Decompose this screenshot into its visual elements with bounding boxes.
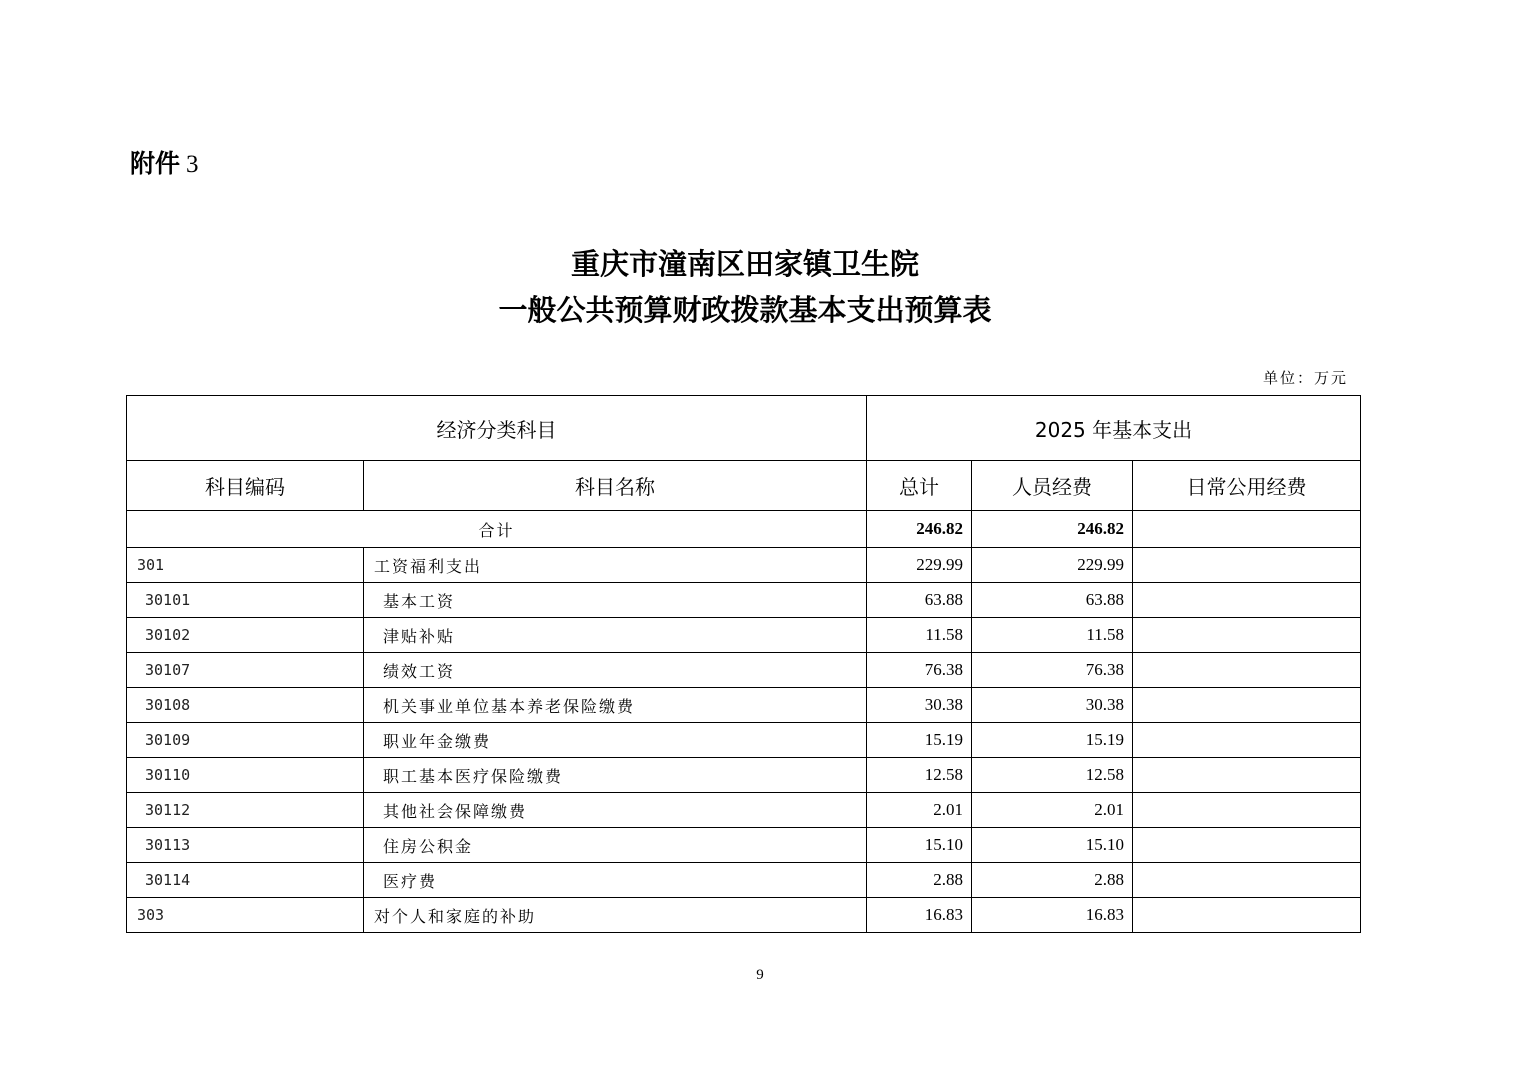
table-row <box>127 618 1361 653</box>
header-personnel: 人员经费 <box>972 461 1133 511</box>
row-name: 绩效工资 <box>364 653 867 688</box>
row-total: 16.83 <box>867 898 972 933</box>
row-code: 30102 <box>127 618 364 653</box>
attachment-number: 3 <box>186 151 199 178</box>
row-total: 11.58 <box>867 618 972 653</box>
header-group-row <box>127 396 1361 461</box>
row-personnel: 229.99 <box>972 548 1133 583</box>
row-name: 职工基本医疗保险缴费 <box>364 758 867 793</box>
row-public <box>1133 793 1361 828</box>
row-total: 229.99 <box>867 548 972 583</box>
document-title-line2: 一般公共预算财政拨款基本支出预算表 <box>498 293 992 327</box>
row-code: 301 <box>127 548 364 583</box>
row-code: 30101 <box>127 583 364 618</box>
row-code: 30107 <box>127 653 364 688</box>
row-total: 2.01 <box>867 793 972 828</box>
row-total: 76.38 <box>867 653 972 688</box>
document-title-line1: 重庆市潼南区田家镇卫生院 <box>570 247 919 281</box>
row-total: 15.10 <box>867 828 972 863</box>
row-public <box>1133 688 1361 723</box>
row-personnel: 2.88 <box>972 863 1133 898</box>
row-public <box>1133 548 1361 583</box>
row-code: 30109 <box>127 723 364 758</box>
row-code: 30112 <box>127 793 364 828</box>
total-label: 合计 <box>127 511 867 548</box>
row-personnel: 15.19 <box>972 723 1133 758</box>
row-code: 30110 <box>127 758 364 793</box>
row-name: 医疗费 <box>364 863 867 898</box>
row-code: 303 <box>127 898 364 933</box>
total-row <box>127 511 1361 548</box>
row-personnel: 16.83 <box>972 898 1133 933</box>
row-public <box>1133 828 1361 863</box>
table-row <box>127 793 1361 828</box>
total-total: 246.82 <box>867 511 972 548</box>
row-personnel: 11.58 <box>972 618 1133 653</box>
table-row <box>127 653 1361 688</box>
row-personnel: 30.38 <box>972 688 1133 723</box>
row-personnel: 76.38 <box>972 653 1133 688</box>
table-row <box>127 828 1361 863</box>
row-name: 职业年金缴费 <box>364 723 867 758</box>
row-code: 30114 <box>127 863 364 898</box>
table-row <box>127 863 1361 898</box>
header-code: 科目编码 <box>127 461 364 511</box>
budget-table <box>126 395 1361 933</box>
row-name: 机关事业单位基本养老保险缴费 <box>364 688 867 723</box>
row-public <box>1133 863 1361 898</box>
table-row <box>127 898 1361 933</box>
row-total: 12.58 <box>867 758 972 793</box>
row-public <box>1133 758 1361 793</box>
row-code: 30113 <box>127 828 364 863</box>
header-public: 日常公用经费 <box>1133 461 1361 511</box>
row-public <box>1133 723 1361 758</box>
row-total: 2.88 <box>867 863 972 898</box>
table-row <box>127 723 1361 758</box>
row-public <box>1133 898 1361 933</box>
row-name: 其他社会保障缴费 <box>364 793 867 828</box>
row-name: 基本工资 <box>364 583 867 618</box>
row-name: 津贴补贴 <box>364 618 867 653</box>
header-basic-expense: 2025 年基本支出 <box>867 396 1361 461</box>
column-header-row <box>127 461 1361 511</box>
row-total: 30.38 <box>867 688 972 723</box>
header-economic-category: 经济分类科目 <box>127 396 867 461</box>
row-personnel: 15.10 <box>972 828 1133 863</box>
unit-label: 单位：万元 <box>1262 369 1348 387</box>
page-number: 9 <box>756 967 764 983</box>
row-name: 住房公积金 <box>364 828 867 863</box>
header-name: 科目名称 <box>364 461 867 511</box>
row-name: 工资福利支出 <box>364 548 867 583</box>
row-public <box>1133 653 1361 688</box>
table-row <box>127 583 1361 618</box>
row-public <box>1133 618 1361 653</box>
attachment-label <box>130 144 199 180</box>
row-personnel: 12.58 <box>972 758 1133 793</box>
row-total: 15.19 <box>867 723 972 758</box>
attachment-text: 附件 <box>130 149 181 178</box>
table-row <box>127 758 1361 793</box>
row-name: 对个人和家庭的补助 <box>364 898 867 933</box>
header-total: 总计 <box>867 461 972 511</box>
row-personnel: 2.01 <box>972 793 1133 828</box>
total-personnel: 246.82 <box>972 511 1133 548</box>
table-row <box>127 688 1361 723</box>
row-total: 63.88 <box>867 583 972 618</box>
row-code: 30108 <box>127 688 364 723</box>
table-row <box>127 548 1361 583</box>
total-public <box>1133 511 1361 548</box>
row-personnel: 63.88 <box>972 583 1133 618</box>
row-public <box>1133 583 1361 618</box>
